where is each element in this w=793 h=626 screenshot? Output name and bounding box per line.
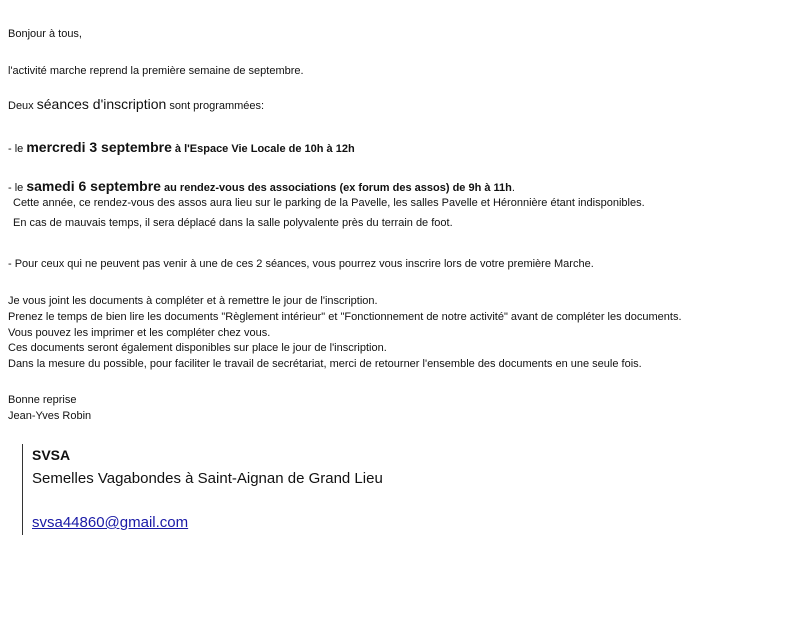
- greeting: Bonjour à tous,: [8, 28, 82, 40]
- signature-email-link[interactable]: svsa44860@gmail.com: [32, 514, 189, 531]
- author-name: Jean-Yves Robin: [8, 410, 92, 422]
- session-2-note-weather: En cas de mauvais temps, il sera déplacé dans la salle polyvalente près du terrain de foot.: [13, 217, 453, 229]
- intro-paragraph: l'activité marche reprend la première semaine de septembre.: [8, 65, 304, 77]
- signature-full-name: Semelles Vagabondes à Saint-Aignan de Grand Lieu: [32, 470, 383, 487]
- documents-line-1: Je vous joint les documents à compléter et à remettre le jour de l'inscription.: [8, 295, 378, 307]
- session-1-detail: à l'Espace Vie Locale de 10h à 12h: [171, 143, 355, 155]
- session-2-note-location: Cette année, ce rendez-vous des assos aura lieu sur le parking de la Pavelle, les salles Pavelle et Héronnière étant indisponibles.: [13, 197, 645, 209]
- documents-line-5: Dans la mesure du possible, pour faciliter le travail de secrétariat, merci de retourner l'ensemble des documents en une seule fois.: [8, 358, 642, 370]
- documents-line-4: Ces documents seront également disponibles sur place le jour de l'inscription.: [8, 342, 387, 354]
- alternative-paragraph: - Pour ceux qui ne peuvent pas venir à une de ces 2 séances, vous pourrez vous inscrire lors de votre première Marche.: [8, 258, 594, 270]
- signature-org: SVSA: [32, 447, 71, 463]
- session-1-prefix: - le: [8, 143, 27, 155]
- closing: Bonne reprise: [8, 394, 77, 406]
- session-2: [8, 179, 515, 195]
- session-1-date: mercredi 3 septembre: [26, 139, 172, 155]
- session-2-date: samedi 6 septembre: [26, 178, 161, 194]
- sessions-intro-prefix: Deux: [8, 100, 37, 112]
- session-2-prefix: - le: [8, 182, 27, 194]
- session-1: [8, 140, 355, 156]
- sessions-intro-emphasis: séances d'inscription: [36, 96, 167, 112]
- documents-line-2: Prenez le temps de bien lire les documents "Règlement intérieur" et "Fonctionnement de notre activité" avant de compléter les documents.: [8, 311, 682, 323]
- documents-line-3: Vous pouvez les imprimer et les compléter chez vous.: [8, 327, 271, 339]
- signature-block: [22, 444, 523, 535]
- session-2-period: .: [511, 182, 515, 194]
- sessions-intro-suffix: sont programmées:: [166, 100, 265, 112]
- session-2-detail: au rendez-vous des associations (ex forum des assos) de 9h à 11h: [160, 182, 512, 194]
- sessions-intro: [8, 97, 264, 113]
